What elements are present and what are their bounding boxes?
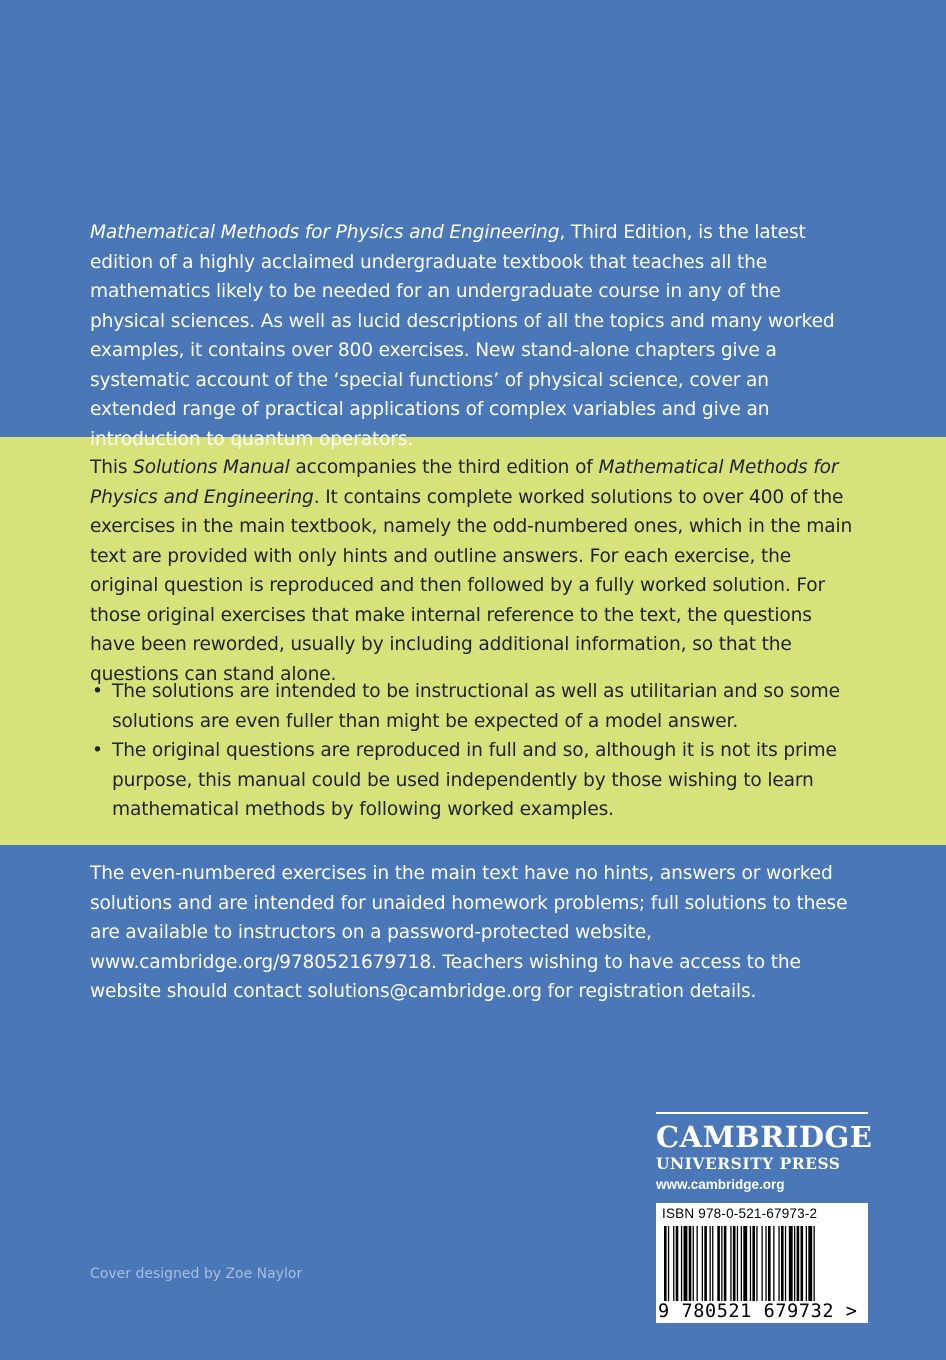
barcode-bar — [676, 1226, 679, 1301]
barcode-bar — [814, 1226, 815, 1301]
manual-title: Solutions Manual — [133, 457, 290, 478]
intro-text: , Third Edition, is the latest edition of a highly acclaimed undergraduate textbook that teaches all the mathematics likely to be needed for an undergraduate course in any of the physical sciences. As well as lucid descriptions of all the topics and many worked examples, it contains over 800 exercises. New stand-alone chapters give a systematic account of the ‘special functions’ of physical science, cover an extended range of practical applications of complex variables and give an introduction to quantum operators. — [90, 222, 835, 450]
barcode-bar — [741, 1226, 742, 1301]
isbn-label: ISBN 978-0-521-67973-2 — [662, 1206, 818, 1221]
barcode-bar — [808, 1226, 812, 1301]
barcode-digits: 9 780521 679732 > — [658, 1301, 858, 1322]
barcode-bar — [689, 1226, 692, 1301]
barcode-bar — [750, 1226, 751, 1301]
solutions-lead: This — [90, 457, 134, 478]
bullet-item: • The solutions are intended to be instructional as well as utilitarian and so some solutions are even fuller than might be expected of a model answer. — [90, 677, 860, 736]
barcode-bar — [733, 1226, 736, 1301]
book-title-2: Mathematical Methods for Physics and Engineering — [90, 457, 839, 508]
barcode-bar — [681, 1226, 682, 1301]
publisher-subtitle: UNIVERSITY PRESS — [656, 1154, 841, 1173]
solutions-paragraph — [90, 453, 860, 689]
bullet-list — [90, 677, 860, 825]
bullet-item: • The original questions are reproduced in full and so, although it is not its prime purpose, this manual could be used independently by those wishing to learn mathematical methods by following worked examples. — [90, 736, 860, 825]
barcode-bar — [704, 1226, 707, 1301]
barcode-bar — [752, 1226, 755, 1301]
solutions-mid: accompanies the third edition of — [289, 457, 599, 478]
barcode-bar — [797, 1226, 800, 1301]
barcode-bar — [673, 1226, 674, 1301]
barcode-bar — [721, 1226, 722, 1301]
solutions-text: . It contains complete worked solutions to over 400 of the exercises in the main textbook, namely the odd-numbered ones, which in the main text are provided with only hints and outline answers. For each exercise, the original question is reproduced and then followed by a fully worked solution. For those original exercises that make internal reference to the text, the questions have been reworded, usually by including additional information, so that the questions can stand alone. — [90, 486, 853, 685]
barcode-bar — [724, 1226, 727, 1301]
book-title: Mathematical Methods for Physics and Engineering — [90, 222, 560, 243]
barcode-bar — [712, 1226, 713, 1301]
barcode-bar — [768, 1226, 771, 1301]
barcode-bar — [717, 1226, 720, 1301]
barcode-bar — [693, 1226, 694, 1301]
barcode-bar — [789, 1226, 793, 1301]
barcode-bar — [684, 1226, 688, 1301]
barcode-bar — [781, 1226, 784, 1301]
barcode-bar — [762, 1226, 763, 1301]
barcode-bar — [756, 1226, 757, 1301]
barcode-bar — [785, 1226, 786, 1301]
barcode-bar — [773, 1226, 774, 1301]
instructors-paragraph: The even-numbered exercises in the main text have no hints, answers or worked solutions and are intended for unaided homework problems; full solutions to these are available to instructors on a password-protected website, www.cambridge.org/9780521679718. Teachers wishing to have access to the website should contact solutions@cambridge.org for registration details. — [90, 863, 848, 1002]
barcode-bar — [702, 1226, 703, 1301]
publisher-name: CAMBRIDGE — [656, 1120, 873, 1154]
intro-paragraph — [90, 218, 860, 454]
barcode-bar — [801, 1226, 804, 1301]
barcode-bar — [710, 1226, 711, 1301]
bullet-dot-icon: • — [92, 681, 103, 702]
barcode-bar — [737, 1226, 738, 1301]
barcode-bar — [765, 1226, 766, 1301]
cover-credit: Cover designed by Zoe Naylor — [90, 1266, 303, 1282]
barcode-bar — [743, 1226, 747, 1301]
barcode-bar — [730, 1226, 731, 1301]
bullet-dot-icon: • — [92, 740, 103, 761]
barcode-bar — [794, 1226, 795, 1301]
publisher-logo — [656, 1112, 873, 1196]
barcode-bars — [660, 1226, 864, 1301]
isbn-barcode — [656, 1203, 868, 1323]
barcode-bar — [806, 1226, 807, 1301]
barcode-bar — [668, 1226, 669, 1301]
barcode-bar — [697, 1226, 698, 1301]
barcode-bar — [778, 1226, 779, 1301]
barcode-bar — [664, 1226, 667, 1301]
publisher-url: www.cambridge.org — [656, 1177, 785, 1192]
